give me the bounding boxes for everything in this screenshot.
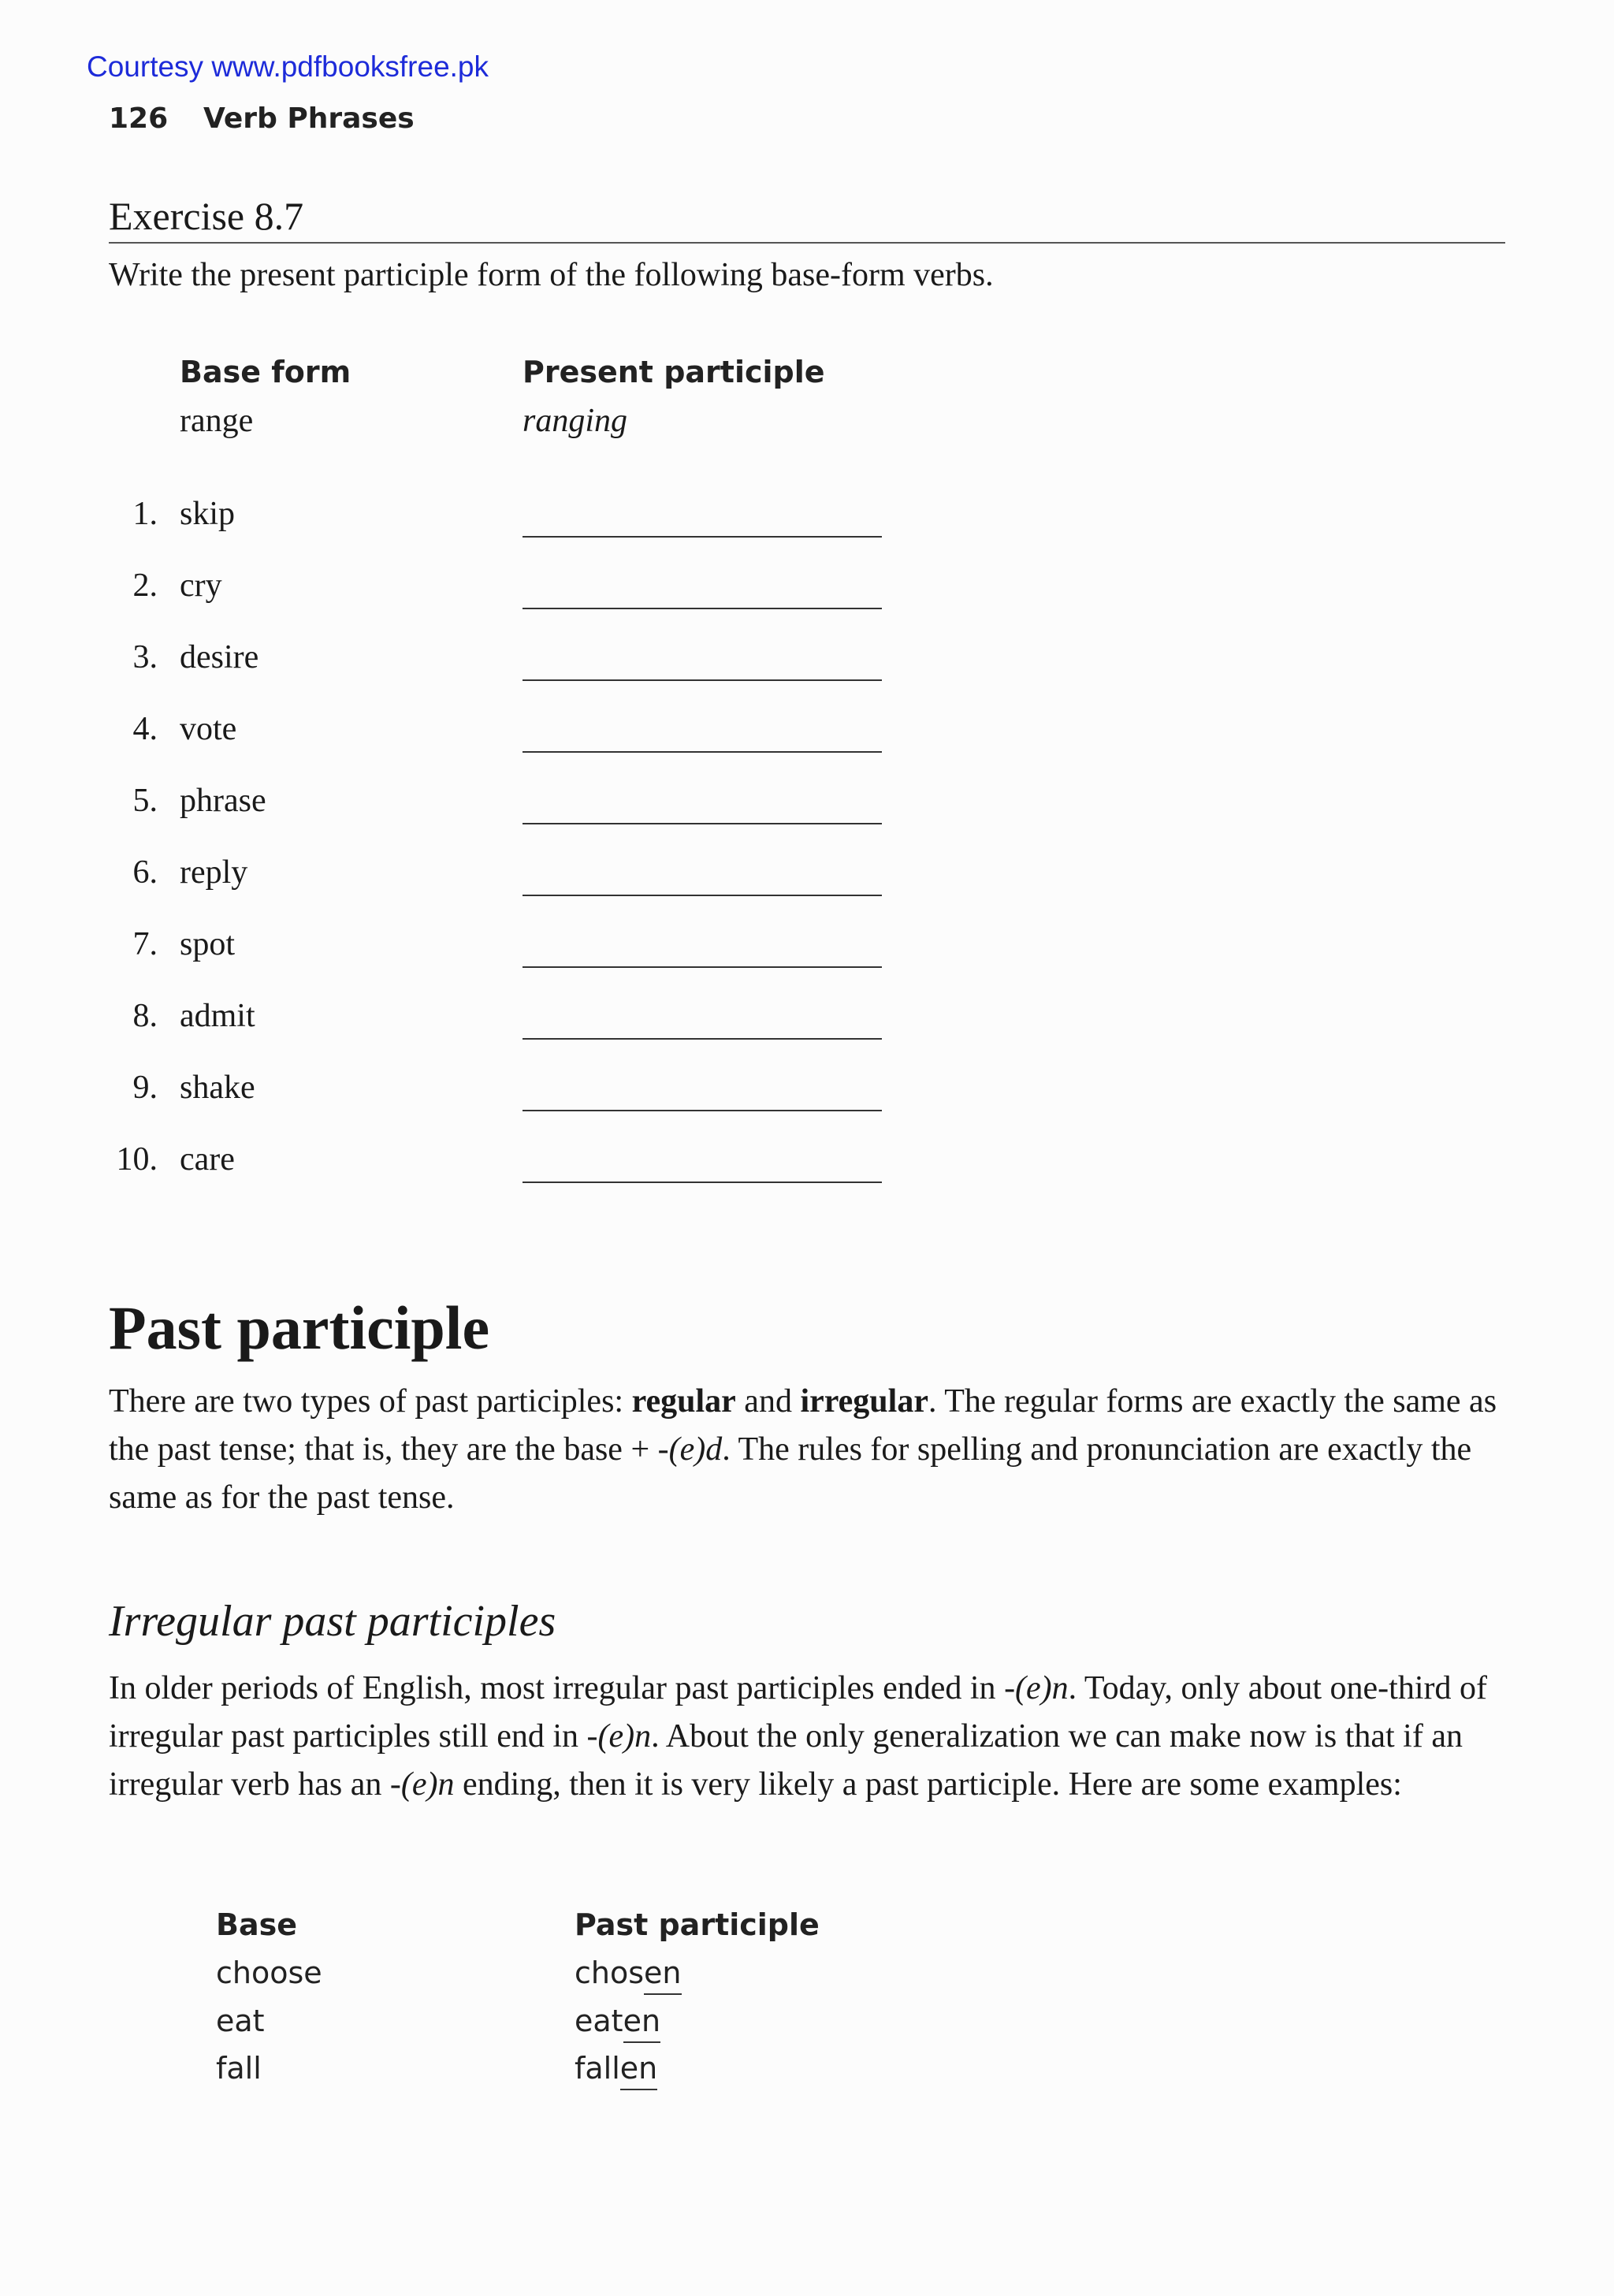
exercise-item-word: desire [180, 639, 259, 675]
irregular-paragraph [109, 1665, 1512, 1809]
table-cell-past-participle [575, 1956, 682, 1990]
exercise-item-number: 8. [132, 998, 158, 1034]
courtesy-link[interactable]: Courtesy www.pdfbooksfree.pk [87, 50, 489, 83]
suffix-en: -(e)n [389, 1766, 455, 1803]
exercise-item-word: phrase [180, 783, 266, 819]
term-regular: regular [631, 1383, 736, 1420]
term-irregular: irregular [800, 1383, 928, 1420]
answer-blank[interactable] [523, 966, 882, 968]
paragraph-text: In older periods of English, most irregular past participles ended in [109, 1670, 1005, 1706]
exercise-item-number: 4. [132, 711, 158, 747]
past-participle-paragraph [109, 1378, 1512, 1522]
paragraph-text: . The rules for spelling and pronunciation are exactly the same as for the past tense. [109, 1431, 1472, 1516]
example-participle: ranging [523, 403, 628, 439]
example-base: range [180, 403, 254, 439]
exercise-item-number: 9. [132, 1070, 158, 1106]
exercise-item-word: cry [180, 567, 222, 604]
answer-blank[interactable] [523, 536, 882, 538]
answer-blank[interactable] [523, 679, 882, 681]
subsection-heading-irregular: Irregular past participles [109, 1597, 556, 1646]
exercise-item [0, 1069, 946, 1116]
exercise-item-word: reply [180, 854, 248, 891]
paragraph-text: . The regular forms are exactly the same as the past tense; that is, they are the base + [109, 1383, 1497, 1468]
exercise-item-number: 5. [132, 783, 158, 819]
answer-blank[interactable] [523, 823, 882, 824]
table-header-past-participle: Past participle [575, 1907, 820, 1942]
suffix-en: -(e)n [586, 1718, 652, 1755]
exercise-item-word: skip [180, 496, 236, 532]
running-head-section: Verb Phrases [203, 102, 415, 135]
table-header-base: Base [216, 1907, 297, 1942]
page-number: 126 [109, 102, 169, 135]
exercise-item [0, 638, 946, 686]
exercise-item-number: 6. [132, 854, 158, 891]
section-heading-past-participle: Past participle [109, 1293, 490, 1362]
exercise-item [0, 1141, 946, 1188]
table-cell-past-participle [575, 2004, 660, 2038]
exercise-item [0, 782, 946, 829]
paragraph-text: . About the only generalization we can make now is that if an irregular verb has an [109, 1718, 1463, 1803]
participle-stem: chos [575, 1956, 645, 1990]
answer-blank[interactable] [523, 751, 882, 753]
exercise-item-word: care [180, 1141, 235, 1178]
participle-suffix: en [623, 2004, 661, 2038]
answer-blank[interactable] [523, 895, 882, 896]
table-cell-base: eat [216, 2004, 265, 2038]
column-header-present-participle: Present participle [523, 355, 825, 389]
exercise-item [0, 925, 946, 973]
exercise-item-number: 1. [132, 496, 158, 532]
exercise-item [0, 567, 946, 614]
answer-blank[interactable] [523, 1038, 882, 1040]
exercise-instructions: Write the present participle form of the following base-form verbs. [109, 257, 994, 293]
exercise-item-number: 7. [132, 926, 158, 962]
exercise-title: Exercise 8.7 [109, 194, 304, 238]
running-head [109, 102, 415, 135]
participle-stem: eat [575, 2004, 623, 2038]
exercise-item-word: admit [180, 998, 255, 1034]
exercise-item-word: shake [180, 1070, 255, 1106]
exercise-item-number: 10. [116, 1141, 158, 1178]
table-cell-past-participle [575, 2051, 657, 2086]
exercise-item-number: 2. [132, 567, 158, 604]
suffix-en: -(e)n [1004, 1670, 1069, 1706]
table-cell-base: fall [216, 2051, 262, 2086]
answer-blank[interactable] [523, 1110, 882, 1111]
exercise-item [0, 710, 946, 757]
exercise-rule [109, 242, 1505, 244]
paragraph-text: and [735, 1383, 801, 1420]
exercise-item-word: vote [180, 711, 237, 747]
exercise-item-word: spot [180, 926, 236, 962]
exercise-item [0, 495, 946, 542]
participle-suffix: en [619, 2051, 658, 2086]
answer-blank[interactable] [523, 1181, 882, 1183]
exercise-item-number: 3. [132, 639, 158, 675]
table-cell-base: choose [216, 1956, 322, 1990]
paragraph-text: There are two types of past participles: [109, 1383, 632, 1420]
column-header-base-form: Base form [180, 355, 351, 389]
exercise-item [0, 997, 946, 1044]
paragraph-text: . Today, only about one-third of irregular past participles still end in [109, 1670, 1487, 1755]
paragraph-text: ending, then it is very likely a past participle. Here are some examples: [454, 1766, 1402, 1803]
participle-suffix: en [644, 1956, 682, 1990]
suffix-ed: -(e)d [657, 1431, 723, 1468]
exercise-item [0, 854, 946, 901]
participle-stem: fall [575, 2051, 620, 2086]
answer-blank[interactable] [523, 608, 882, 609]
